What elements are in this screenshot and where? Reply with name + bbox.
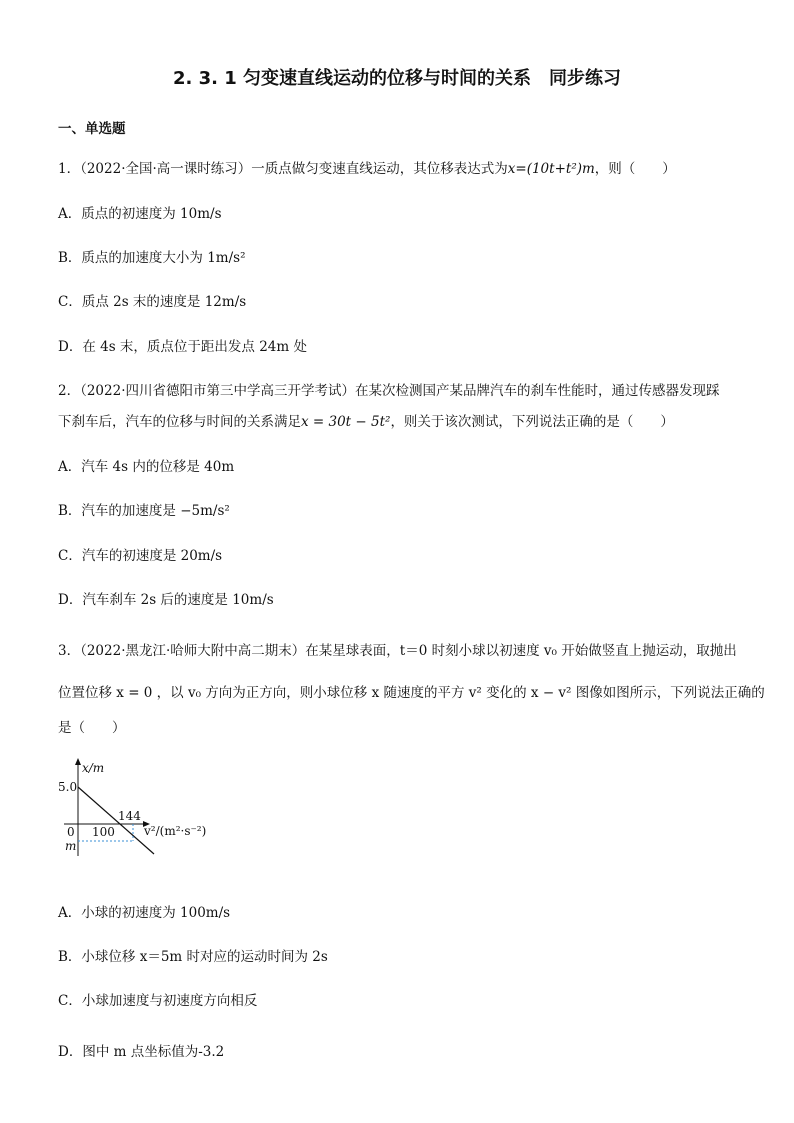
q1-option-d: D．在 4s 末，质点位于距出发点 24m 处 <box>58 339 307 355</box>
graph-origin: 0 <box>67 825 75 839</box>
graph-y-intercept: 5.0 <box>58 780 78 794</box>
graph-x-label: v²/(m²·s⁻²) <box>144 824 207 838</box>
q2-option-a: A．汽车 4s 内的位移是 40m <box>58 459 235 475</box>
q1-option-b: B．质点的加速度大小为 1m/s² <box>58 250 246 266</box>
q2-option-c: C．汽车的初速度是 20m/s <box>58 548 223 564</box>
q3-stem-line3: 是（ ） <box>58 720 126 736</box>
q3-option-b: B．小球位移 x＝5m 时对应的运动时间为 2s <box>58 949 328 965</box>
q1-stem-tail: ，则（ ） <box>594 161 676 177</box>
q3-option-a: A．小球的初速度为 100m/s <box>58 905 231 921</box>
q2-option-b: B．汽车的加速度是 −5m/s² <box>58 503 230 519</box>
q2-option-d: D．汽车刹车 2s 后的速度是 10m/s <box>58 592 274 608</box>
graph-y-arrow <box>75 758 81 765</box>
q1-stem <box>58 157 676 177</box>
q1-option-a: A．质点的初速度为 10m/s <box>58 206 222 222</box>
q1-option-c: C．质点 2s 末的速度是 12m/s <box>58 294 247 310</box>
q1-stem-text: 1．（2022·全国·高一课时练习）一质点做匀变速直线运动，其位移表达式为 <box>58 161 508 177</box>
q3-stem-line2: 位置位移 x = 0 ，以 v₀ 方向为正方向，则小球位移 x 随速度的平方 v² 变化的 x − v² 图像如图所示，下列说法正确的 <box>58 685 765 701</box>
graph-data-line <box>78 787 154 854</box>
x-v2-graph <box>58 758 238 858</box>
page-title: 2. 3. 1 匀变速直线运动的位移与时间的关系 同步练习 <box>172 68 622 89</box>
graph-m-label: m <box>65 839 77 853</box>
q2-stem-line1: 2．（2022·四川省德阳市第三中学高三开学考试）在某次检测国产某品牌汽车的刹车性能时，通过传感器发现踩 <box>58 383 720 399</box>
q2-formula: x = 30t − 5t² <box>301 414 391 430</box>
section-heading: 一、单选题 <box>58 121 126 137</box>
q3-stem-line1: 3．（2022·黑龙江·哈师大附中高二期末）在某星球表面，t＝0 时刻小球以初速度 v₀ 开始做竖直上抛运动，取抛出 <box>58 643 737 659</box>
q2-stem-tail: ，则关于该次测试，下列说法正确的是（ ） <box>390 414 674 430</box>
q3-option-c: C．小球加速度与初速度方向相反 <box>58 993 258 1009</box>
graph-y-label: x/m <box>82 761 105 775</box>
q3-option-d: D．图中 m 点坐标值为-3.2 <box>58 1044 225 1060</box>
graph-tick-100: 100 <box>92 825 115 839</box>
q1-formula: x=(10t+t²)m <box>507 161 595 177</box>
graph-tick-144: 144 <box>118 809 141 823</box>
q2-stem-line2 <box>58 410 674 430</box>
q2-stem-text: 下刹车后，汽车的位移与时间的关系满足 <box>58 414 301 430</box>
